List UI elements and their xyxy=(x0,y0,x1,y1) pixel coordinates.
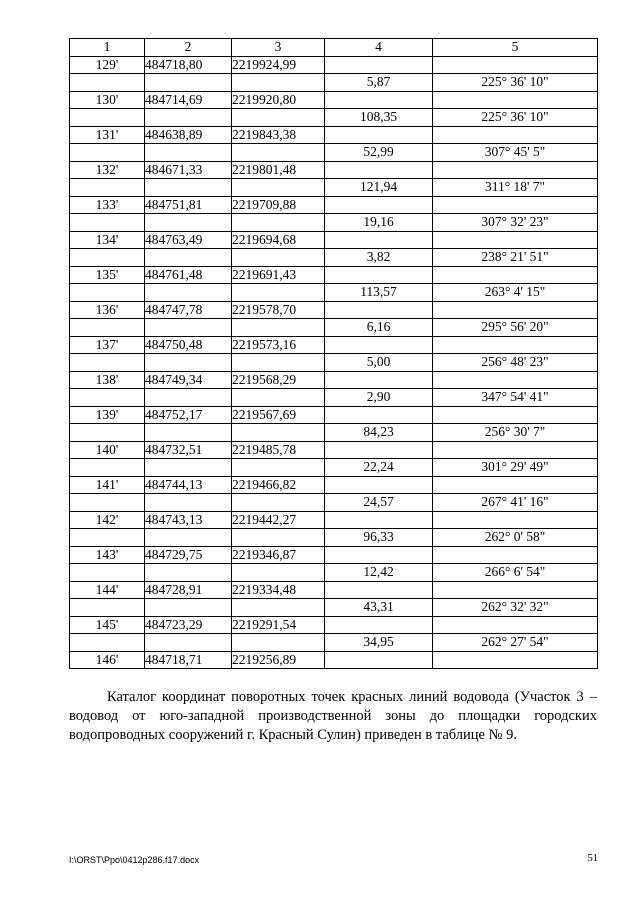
cell-point-number: 146' xyxy=(70,651,145,669)
table-row xyxy=(70,424,598,442)
cell-point-number: 133' xyxy=(70,196,145,214)
cell-y-coordinate xyxy=(232,319,325,337)
table-row xyxy=(70,599,598,617)
cell-length xyxy=(325,441,433,459)
cell-direction-angle: 256° 48' 23" xyxy=(433,354,598,372)
cell-point-number xyxy=(70,599,145,617)
cell-x-coordinate: 484750,48 xyxy=(145,336,232,354)
table-row xyxy=(70,441,598,459)
cell-y-coordinate xyxy=(232,459,325,477)
cell-x-coordinate: 484718,71 xyxy=(145,651,232,669)
cell-point-number xyxy=(70,424,145,442)
cell-length: 22,24 xyxy=(325,459,433,477)
cell-point-number xyxy=(70,529,145,547)
cell-direction-angle xyxy=(433,56,598,74)
cell-y-coordinate: 2219568,29 xyxy=(232,371,325,389)
cell-x-coordinate: 484718,80 xyxy=(145,56,232,74)
table-header-row xyxy=(70,39,598,57)
cell-direction-angle xyxy=(433,161,598,179)
cell-x-coordinate: 484743,13 xyxy=(145,511,232,529)
cell-x-coordinate xyxy=(145,179,232,197)
cell-x-coordinate xyxy=(145,319,232,337)
cell-point-number: 144' xyxy=(70,581,145,599)
cell-point-number xyxy=(70,634,145,652)
cell-x-coordinate xyxy=(145,109,232,127)
cell-point-number xyxy=(70,284,145,302)
table-row xyxy=(70,91,598,109)
table-row xyxy=(70,564,598,582)
cell-point-number xyxy=(70,459,145,477)
cell-length xyxy=(325,546,433,564)
cell-y-coordinate xyxy=(232,494,325,512)
cell-y-coordinate: 2219256,89 xyxy=(232,651,325,669)
table-row xyxy=(70,301,598,319)
cell-point-number xyxy=(70,319,145,337)
cell-direction-angle: 262° 0' 58" xyxy=(433,529,598,547)
cell-point-number: 138' xyxy=(70,371,145,389)
coordinates-table xyxy=(69,38,598,669)
table-row xyxy=(70,109,598,127)
cell-direction-angle xyxy=(433,91,598,109)
cell-length: 24,57 xyxy=(325,494,433,512)
header-point-number: 1 xyxy=(70,39,145,57)
cell-point-number: 131' xyxy=(70,126,145,144)
cell-point-number xyxy=(70,494,145,512)
cell-point-number: 132' xyxy=(70,161,145,179)
cell-length xyxy=(325,616,433,634)
cell-point-number: 135' xyxy=(70,266,145,284)
cell-length xyxy=(325,406,433,424)
cell-x-coordinate: 484744,13 xyxy=(145,476,232,494)
cell-y-coordinate: 2219442,27 xyxy=(232,511,325,529)
cell-length xyxy=(325,581,433,599)
cell-x-coordinate xyxy=(145,354,232,372)
table-row xyxy=(70,476,598,494)
header-y-coordinate: 3 xyxy=(232,39,325,57)
cell-x-coordinate: 484752,17 xyxy=(145,406,232,424)
cell-length xyxy=(325,336,433,354)
cell-length xyxy=(325,371,433,389)
cell-y-coordinate xyxy=(232,144,325,162)
cell-length xyxy=(325,161,433,179)
table-row xyxy=(70,126,598,144)
cell-direction-angle xyxy=(433,231,598,249)
cell-direction-angle xyxy=(433,651,598,669)
table-row xyxy=(70,266,598,284)
footer-file-path: I:\ORST\Ppo\0412p286.f17.docx xyxy=(69,855,200,865)
cell-x-coordinate xyxy=(145,144,232,162)
cell-direction-angle xyxy=(433,581,598,599)
header-length: 4 xyxy=(325,39,433,57)
cell-direction-angle xyxy=(433,266,598,284)
cell-x-coordinate xyxy=(145,74,232,92)
cell-x-coordinate: 484763,49 xyxy=(145,231,232,249)
cell-direction-angle xyxy=(433,336,598,354)
cell-direction-angle: 262° 32' 32" xyxy=(433,599,598,617)
cell-x-coordinate: 484749,34 xyxy=(145,371,232,389)
cell-point-number: 143' xyxy=(70,546,145,564)
cell-length: 43,31 xyxy=(325,599,433,617)
cell-length: 113,57 xyxy=(325,284,433,302)
cell-y-coordinate: 2219567,69 xyxy=(232,406,325,424)
cell-direction-angle xyxy=(433,196,598,214)
cell-direction-angle: 267° 41' 16" xyxy=(433,494,598,512)
cell-direction-angle: 256° 30' 7" xyxy=(433,424,598,442)
cell-point-number xyxy=(70,144,145,162)
table-row xyxy=(70,179,598,197)
cell-point-number: 139' xyxy=(70,406,145,424)
table-row xyxy=(70,196,598,214)
cell-length: 5,87 xyxy=(325,74,433,92)
table-row xyxy=(70,354,598,372)
table-row xyxy=(70,214,598,232)
table-row xyxy=(70,546,598,564)
cell-y-coordinate xyxy=(232,634,325,652)
cell-length: 108,35 xyxy=(325,109,433,127)
table-row xyxy=(70,56,598,74)
cell-y-coordinate: 2219573,16 xyxy=(232,336,325,354)
cell-point-number xyxy=(70,109,145,127)
cell-length xyxy=(325,266,433,284)
cell-x-coordinate: 484723,29 xyxy=(145,616,232,634)
cell-direction-angle: 266° 6' 54" xyxy=(433,564,598,582)
cell-point-number: 145' xyxy=(70,616,145,634)
cell-x-coordinate xyxy=(145,214,232,232)
cell-y-coordinate xyxy=(232,354,325,372)
table-row xyxy=(70,336,598,354)
cell-length: 2,90 xyxy=(325,389,433,407)
cell-y-coordinate xyxy=(232,214,325,232)
cell-point-number xyxy=(70,214,145,232)
cell-length xyxy=(325,301,433,319)
cell-length: 19,16 xyxy=(325,214,433,232)
cell-y-coordinate: 2219485,78 xyxy=(232,441,325,459)
cell-direction-angle: 225° 36' 10" xyxy=(433,74,598,92)
cell-point-number xyxy=(70,354,145,372)
table-row xyxy=(70,249,598,267)
cell-x-coordinate: 484638,89 xyxy=(145,126,232,144)
cell-point-number: 140' xyxy=(70,441,145,459)
cell-point-number: 142' xyxy=(70,511,145,529)
page-number: 51 xyxy=(587,853,598,864)
cell-y-coordinate xyxy=(232,424,325,442)
table-row xyxy=(70,459,598,477)
cell-point-number xyxy=(70,249,145,267)
cell-length xyxy=(325,126,433,144)
table-row xyxy=(70,74,598,92)
cell-direction-angle: 307° 32' 23" xyxy=(433,214,598,232)
cell-length: 84,23 xyxy=(325,424,433,442)
cell-length xyxy=(325,476,433,494)
cell-x-coordinate xyxy=(145,284,232,302)
cell-x-coordinate xyxy=(145,424,232,442)
cell-y-coordinate: 2219578,70 xyxy=(232,301,325,319)
cell-length xyxy=(325,91,433,109)
table-row xyxy=(70,511,598,529)
cell-x-coordinate: 484761,48 xyxy=(145,266,232,284)
cell-direction-angle: 347° 54' 41" xyxy=(433,389,598,407)
cell-y-coordinate xyxy=(232,179,325,197)
cell-direction-angle xyxy=(433,301,598,319)
cell-direction-angle xyxy=(433,406,598,424)
cell-point-number: 129' xyxy=(70,56,145,74)
cell-y-coordinate: 2219709,88 xyxy=(232,196,325,214)
table-body xyxy=(70,56,598,669)
cell-y-coordinate: 2219920,80 xyxy=(232,91,325,109)
cell-y-coordinate: 2219691,43 xyxy=(232,266,325,284)
catalog-reference-paragraph xyxy=(69,688,597,745)
cell-y-coordinate: 2219801,48 xyxy=(232,161,325,179)
cell-point-number: 134' xyxy=(70,231,145,249)
paragraph-text: Каталог координат поворотных точек красных линий водовода (Участок 3 – водовод от юго-западной производственной зоны до площадки городских водопроводных сооружений г. Красный Сулин) приведен в таблице № 9. xyxy=(69,689,597,743)
cell-y-coordinate: 2219334,48 xyxy=(232,581,325,599)
cell-x-coordinate xyxy=(145,459,232,477)
cell-point-number: 136' xyxy=(70,301,145,319)
cell-x-coordinate xyxy=(145,564,232,582)
cell-x-coordinate: 484714,69 xyxy=(145,91,232,109)
cell-direction-angle: 225° 36' 10" xyxy=(433,109,598,127)
cell-x-coordinate xyxy=(145,494,232,512)
cell-y-coordinate xyxy=(232,564,325,582)
cell-x-coordinate: 484728,91 xyxy=(145,581,232,599)
cell-direction-angle xyxy=(433,616,598,634)
cell-direction-angle xyxy=(433,371,598,389)
cell-length: 34,95 xyxy=(325,634,433,652)
table-row xyxy=(70,161,598,179)
cell-length: 52,99 xyxy=(325,144,433,162)
table-row xyxy=(70,651,598,669)
cell-length: 12,42 xyxy=(325,564,433,582)
cell-direction-angle xyxy=(433,441,598,459)
header-x-coordinate: 2 xyxy=(145,39,232,57)
cell-direction-angle: 295° 56' 20" xyxy=(433,319,598,337)
cell-length: 6,16 xyxy=(325,319,433,337)
cell-y-coordinate: 2219694,68 xyxy=(232,231,325,249)
table-row xyxy=(70,529,598,547)
cell-point-number: 141' xyxy=(70,476,145,494)
cell-direction-angle: 307° 45' 5" xyxy=(433,144,598,162)
cell-y-coordinate xyxy=(232,109,325,127)
cell-x-coordinate: 484751,81 xyxy=(145,196,232,214)
cell-length: 3,82 xyxy=(325,249,433,267)
cell-direction-angle xyxy=(433,511,598,529)
cell-y-coordinate: 2219924,99 xyxy=(232,56,325,74)
cell-direction-angle: 262° 27' 54" xyxy=(433,634,598,652)
cell-point-number xyxy=(70,389,145,407)
cell-y-coordinate xyxy=(232,249,325,267)
cell-direction-angle: 311° 18' 7" xyxy=(433,179,598,197)
table-row xyxy=(70,144,598,162)
cell-y-coordinate xyxy=(232,74,325,92)
table-row xyxy=(70,494,598,512)
cell-point-number xyxy=(70,74,145,92)
cell-y-coordinate: 2219346,87 xyxy=(232,546,325,564)
cell-length xyxy=(325,196,433,214)
cell-length: 121,94 xyxy=(325,179,433,197)
cell-y-coordinate: 2219466,82 xyxy=(232,476,325,494)
cell-point-number: 137' xyxy=(70,336,145,354)
cell-x-coordinate: 484732,51 xyxy=(145,441,232,459)
cell-y-coordinate xyxy=(232,389,325,407)
cell-x-coordinate xyxy=(145,389,232,407)
cell-direction-angle xyxy=(433,476,598,494)
cell-length xyxy=(325,511,433,529)
cell-x-coordinate xyxy=(145,529,232,547)
cell-length: 5,00 xyxy=(325,354,433,372)
cell-length xyxy=(325,231,433,249)
cell-point-number xyxy=(70,179,145,197)
table-row xyxy=(70,616,598,634)
cell-direction-angle: 238° 21' 51" xyxy=(433,249,598,267)
cell-x-coordinate: 484671,33 xyxy=(145,161,232,179)
table-row xyxy=(70,231,598,249)
cell-length: 96,33 xyxy=(325,529,433,547)
header-direction-angle: 5 xyxy=(433,39,598,57)
table-row xyxy=(70,581,598,599)
cell-length xyxy=(325,651,433,669)
table-row xyxy=(70,634,598,652)
cell-y-coordinate xyxy=(232,529,325,547)
cell-y-coordinate xyxy=(232,284,325,302)
cell-y-coordinate xyxy=(232,599,325,617)
cell-direction-angle xyxy=(433,126,598,144)
cell-direction-angle: 301° 29' 49" xyxy=(433,459,598,477)
cell-x-coordinate: 484729,75 xyxy=(145,546,232,564)
table-row xyxy=(70,406,598,424)
cell-y-coordinate: 2219843,38 xyxy=(232,126,325,144)
table-row xyxy=(70,319,598,337)
cell-direction-angle xyxy=(433,546,598,564)
cell-y-coordinate: 2219291,54 xyxy=(232,616,325,634)
cell-direction-angle: 263° 4' 15" xyxy=(433,284,598,302)
cell-x-coordinate xyxy=(145,249,232,267)
cell-x-coordinate xyxy=(145,599,232,617)
cell-point-number xyxy=(70,564,145,582)
cell-length xyxy=(325,56,433,74)
cell-x-coordinate: 484747,78 xyxy=(145,301,232,319)
cell-x-coordinate xyxy=(145,634,232,652)
table-row xyxy=(70,389,598,407)
table-row xyxy=(70,371,598,389)
table-row xyxy=(70,284,598,302)
cell-point-number: 130' xyxy=(70,91,145,109)
